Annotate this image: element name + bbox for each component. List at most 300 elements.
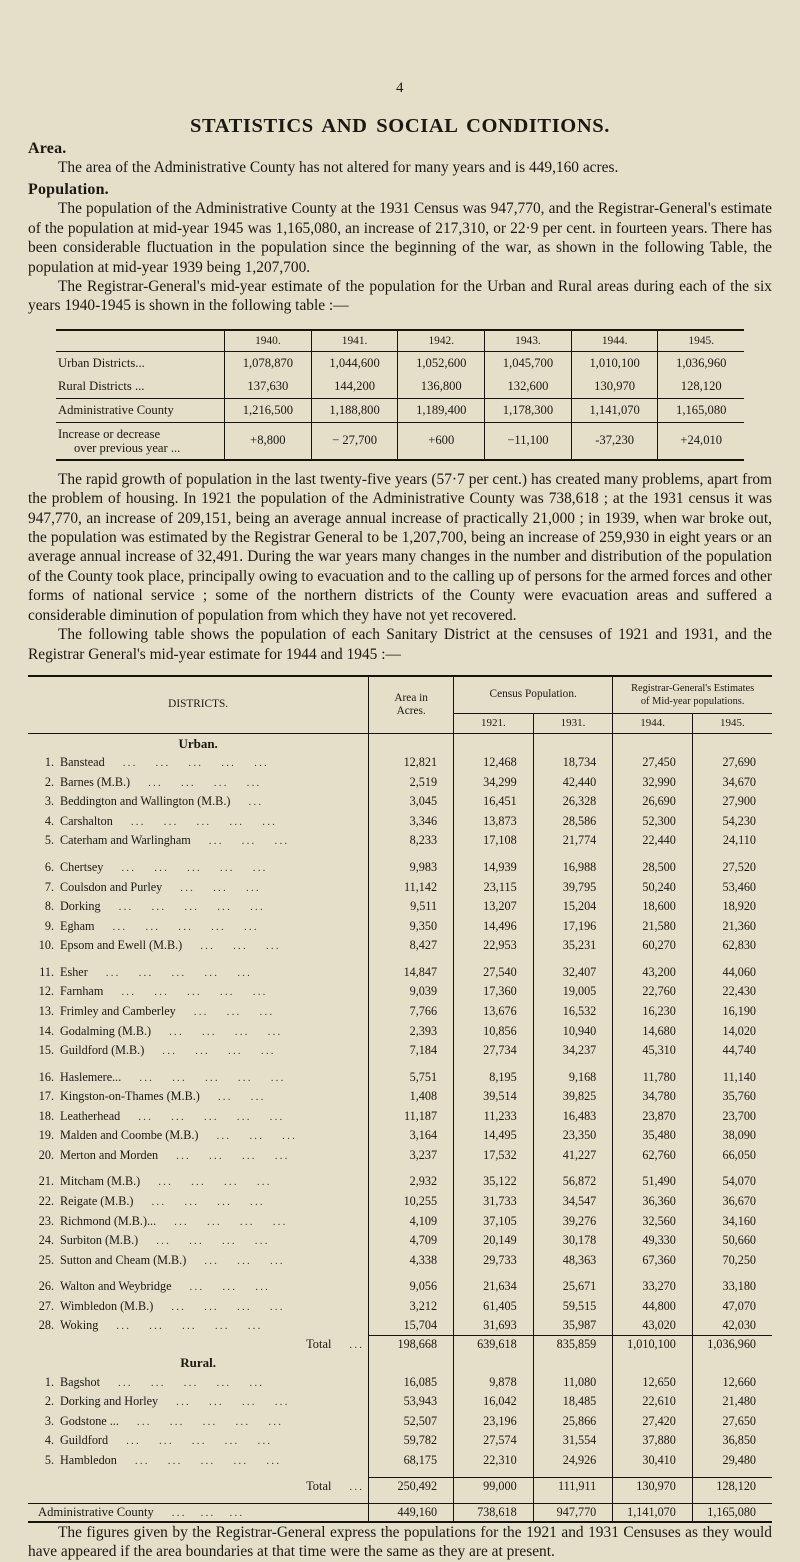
district-area: 3,212 (369, 1297, 454, 1317)
table2-bottom-rule-row (28, 1521, 772, 1522)
table-row (28, 897, 772, 917)
population-paragraph-2: The Registrar-General's mid-year estimate of the population for the Urban and Rural areas during each of the six years 1940-1945 is shown in the following table :— (28, 278, 772, 315)
district-estimate-1945: 35,760 (692, 1087, 772, 1107)
table2-year-header: 1945. (692, 713, 772, 733)
district-name: Farnham (60, 984, 104, 999)
table-row (28, 858, 772, 878)
table-row (28, 1451, 772, 1471)
district-label (60, 813, 368, 830)
district-name: Merton and Morden (60, 1147, 159, 1162)
district-census-1931: 23,350 (533, 1126, 613, 1146)
table-row (28, 1297, 772, 1317)
area-paragraph: The area of the Administrative County has not altered for many years and is 449,160 acres. (58, 159, 619, 176)
leader-dots: ... (272, 1215, 288, 1228)
leader-dots: ... (167, 1454, 183, 1467)
leader-dots: ... (138, 1110, 154, 1123)
district-estimate-1944: 14,680 (613, 1021, 693, 1041)
table2-bottom-rule (28, 1521, 772, 1522)
leader-dots: ... (274, 1149, 290, 1162)
section-heading-area: Area. (28, 140, 67, 157)
spacer-cell (28, 1270, 369, 1277)
leader-dots: ... (182, 1320, 197, 1333)
leader-dots: ... (208, 835, 224, 848)
district-estimate-1945: 16,190 (692, 1002, 772, 1022)
district-census-1931: 34,237 (533, 1041, 613, 1061)
district-name-cell (28, 936, 369, 956)
district-area: 4,109 (369, 1211, 454, 1231)
leader-dots: ... (151, 901, 167, 914)
district-name: Frimley and Camberley (60, 1003, 176, 1018)
district-area: 68,175 (369, 1451, 454, 1471)
leader-dots: ... (158, 1176, 174, 1189)
leader-dots: ... (189, 1281, 205, 1294)
district-census-1921: 17,532 (454, 1146, 534, 1166)
leader-dots: ... (209, 1149, 224, 1162)
district-name: Dorking and Horley (60, 1394, 159, 1409)
table1-cell: 128,120 (658, 375, 744, 399)
spacer-cell (692, 1470, 772, 1478)
table2-col-estimates-line2: of Mid-year populations. (640, 695, 745, 707)
leader-dots: ... (139, 1071, 155, 1084)
leader-dots: ... (200, 1454, 216, 1467)
district-index: 17. (38, 1089, 54, 1104)
district-label (60, 964, 368, 981)
admin-county-1944: 1,141,070 (613, 1503, 693, 1521)
table-row (28, 1392, 772, 1412)
leader-dots: ... (213, 881, 228, 894)
district-estimate-1945: 27,900 (692, 792, 772, 812)
district-index: 2. (44, 774, 54, 789)
district-index: 15. (38, 1043, 54, 1058)
district-name-cell (28, 1192, 369, 1212)
leader-dots: ... (237, 1254, 252, 1267)
urban-total-1944: 1,010,100 (613, 1336, 693, 1354)
table2-col-estimates-group (613, 676, 772, 714)
district-census-1921: 29,733 (454, 1250, 534, 1270)
district-index: 10. (38, 938, 54, 953)
table1-cell: -37,230 (571, 422, 658, 460)
leader-dots: ... (130, 815, 146, 828)
district-estimate-1945: 70,250 (692, 1250, 772, 1270)
table-spacer-row (28, 1470, 772, 1478)
leader-dots: ... (239, 1215, 255, 1228)
page-title: STATISTICS AND SOCIAL CONDITIONS. (190, 115, 610, 137)
table-row (28, 1478, 772, 1496)
table-row (28, 753, 772, 773)
table1-row-label-line2: over previous year ... (74, 440, 181, 455)
table1-cell: 136,800 (398, 375, 485, 399)
table1-cell: 1,045,700 (485, 351, 572, 375)
district-label (60, 774, 368, 791)
table2-col-area-line2: Acres. (396, 704, 426, 717)
leader-dots: ... (122, 757, 138, 770)
district-estimate-1945: 27,690 (692, 753, 772, 773)
district-census-1931: 35,987 (533, 1316, 613, 1336)
district-name-cell (28, 858, 369, 878)
district-name: Dorking (60, 899, 101, 914)
district-index: 1. (44, 755, 54, 770)
table-row (28, 1106, 772, 1126)
leader-dots: ... (184, 1196, 200, 1208)
leader-dots: ... (187, 986, 202, 999)
admin-county-1931: 947,770 (533, 1503, 613, 1521)
district-name: Surbiton (M.B.) (60, 1233, 139, 1248)
leader-dots: ... (156, 1235, 172, 1248)
district-estimate-1945: 34,160 (692, 1211, 772, 1231)
spacer-cell (613, 1060, 693, 1067)
district-estimate-1944: 16,230 (613, 1002, 693, 1022)
district-estimate-1945: 22,430 (692, 982, 772, 1002)
district-estimate-1944: 28,500 (613, 858, 693, 878)
district-name-cell (28, 1172, 369, 1192)
leader-dots: ... (255, 1281, 271, 1294)
district-name: Caterham and Warlingham (60, 833, 191, 848)
district-census-1921: 23,196 (454, 1412, 534, 1432)
table-row (28, 772, 772, 792)
district-label (60, 832, 368, 849)
leader-dots: ... (254, 1235, 270, 1248)
district-index: 20. (38, 1147, 54, 1162)
leader-dots: ... (241, 1149, 257, 1162)
table-row (28, 1277, 772, 1297)
leader-dots: ... (112, 920, 128, 933)
district-index: 6. (44, 860, 54, 874)
table-row (28, 877, 772, 897)
table-row (28, 1087, 772, 1107)
spacer-cell (454, 851, 534, 858)
table-row (28, 792, 772, 812)
district-label (60, 859, 368, 876)
district-census-1921: 12,468 (454, 753, 534, 773)
admin-county-1945: 1,165,080 (692, 1503, 772, 1521)
district-area: 53,943 (369, 1392, 454, 1412)
district-area: 7,766 (369, 1002, 454, 1022)
district-estimate-1944: 37,880 (613, 1431, 693, 1451)
district-census-1931: 42,440 (533, 772, 613, 792)
district-name-cell (28, 1211, 369, 1231)
district-area: 4,338 (369, 1250, 454, 1270)
spacer-cell (692, 1165, 772, 1172)
spacer-cell (369, 1496, 454, 1504)
district-name-cell (28, 1106, 369, 1126)
district-index: 4. (44, 1433, 54, 1448)
district-area: 4,709 (369, 1231, 454, 1251)
leader-dots: ... (178, 920, 194, 933)
district-census-1921: 27,540 (454, 963, 534, 983)
leader-dots: ... (228, 1045, 243, 1058)
spacer-cell (692, 1060, 772, 1067)
district-name-cell (28, 792, 369, 812)
district-area: 9,056 (369, 1277, 454, 1297)
district-area: 10,255 (369, 1192, 454, 1212)
district-index: 12. (38, 984, 54, 999)
table-row (28, 916, 772, 936)
table-spacer-row (28, 1496, 772, 1504)
district-name-cell (28, 831, 369, 851)
district-census-1931: 18,485 (533, 1392, 613, 1412)
spacer-cell (613, 956, 693, 963)
leader-dots: ... (233, 1454, 249, 1467)
spacer-cell (533, 956, 613, 963)
district-name: Wimbledon (M.B.) (60, 1298, 154, 1313)
district-index: 13. (38, 1003, 54, 1018)
leader-dots: ... (233, 940, 248, 953)
district-name: Woking (60, 1318, 99, 1333)
leader-dots: ... (150, 1376, 166, 1389)
district-index: 3. (44, 794, 54, 809)
district-label (60, 754, 368, 771)
district-estimate-1945: 44,060 (692, 963, 772, 983)
admin-county-1921: 738,618 (454, 1503, 534, 1521)
district-index: 3. (44, 1413, 54, 1428)
table-2-wrapper (28, 675, 772, 1523)
leader-dots: ... (191, 1435, 207, 1448)
section-heading-population: Population. (28, 181, 109, 199)
district-label (60, 937, 368, 954)
district-label (60, 898, 368, 915)
leader-dots: ... (204, 1254, 220, 1267)
district-area: 59,782 (369, 1431, 454, 1451)
district-label (60, 1068, 368, 1085)
leader-dots: ... (265, 940, 281, 953)
spacer-cell (454, 1470, 534, 1478)
district-area: 14,847 (369, 963, 454, 983)
spacer-cell (533, 851, 613, 858)
district-estimate-1945: 54,070 (692, 1172, 772, 1192)
district-name-cell (28, 812, 369, 832)
rural-total-1921: 99,000 (454, 1478, 534, 1496)
table-row (28, 734, 772, 753)
table1-bottom-rule (56, 460, 744, 461)
leader-dots: ... (249, 1376, 265, 1389)
leader-dots: ... (138, 966, 154, 979)
district-estimate-1944: 22,610 (613, 1392, 693, 1412)
district-census-1921: 16,451 (454, 792, 534, 812)
table-row (28, 1146, 772, 1166)
district-estimate-1945: 44,740 (692, 1041, 772, 1061)
spacer-cell (369, 1270, 454, 1277)
table2-col-census-group: Census Population. (454, 676, 613, 714)
district-estimate-1944: 22,440 (613, 831, 693, 851)
leader-dots: ... (217, 1196, 233, 1208)
table-row (28, 982, 772, 1002)
district-area: 15,704 (369, 1316, 454, 1336)
table1-year-header: 1944. (571, 330, 658, 352)
table-row (28, 1431, 772, 1451)
district-census-1931: 32,407 (533, 963, 613, 983)
urban-total-label: Total ... (306, 1337, 365, 1352)
district-name-cell (28, 1316, 369, 1336)
district-estimate-1945: 14,020 (692, 1021, 772, 1041)
district-name: Esher (60, 964, 88, 979)
leader-dots: ... (219, 862, 235, 874)
leader-dots: ... (237, 1300, 252, 1313)
district-estimate-1945: 24,110 (692, 831, 772, 851)
district-estimate-1944: 45,310 (613, 1041, 693, 1061)
table-row (28, 812, 772, 832)
leader-dots: ... (219, 986, 235, 999)
district-census-1931: 28,586 (533, 812, 613, 832)
district-estimate-1945: 36,850 (692, 1431, 772, 1451)
leader-dots: ... (105, 966, 121, 979)
leader-dots: ... (269, 1110, 285, 1123)
spacer-cell (28, 1165, 369, 1172)
table2-col-area (369, 676, 454, 734)
district-census-1931: 17,196 (533, 916, 613, 936)
table-row (28, 676, 772, 714)
spacer-cell (613, 1496, 693, 1504)
district-census-1931: 39,276 (533, 1211, 613, 1231)
district-estimate-1944: 26,690 (613, 792, 693, 812)
leader-dots: ... (266, 1454, 282, 1467)
leader-dots: ... (221, 757, 237, 770)
district-estimate-1944: 33,270 (613, 1277, 693, 1297)
district-label (60, 1147, 368, 1164)
spacer-cell (369, 1165, 454, 1172)
district-name: Kingston-on-Thames (M.B.) (60, 1089, 200, 1104)
leader-dots: ... (202, 1415, 218, 1428)
spacer-cell (28, 956, 369, 963)
district-name: Reigate (M.B.) (60, 1194, 134, 1208)
district-label (60, 1452, 368, 1469)
district-label (60, 1193, 368, 1210)
district-census-1921: 13,873 (454, 812, 534, 832)
district-census-1931: 39,795 (533, 877, 613, 897)
table2-year-header: 1931. (533, 713, 613, 733)
table-row (56, 375, 744, 399)
district-census-1931: 31,554 (533, 1431, 613, 1451)
district-census-1931: 56,872 (533, 1172, 613, 1192)
leader-dots: ... (184, 901, 200, 914)
spacer-cell (533, 1470, 613, 1478)
district-name-cell (28, 916, 369, 936)
district-census-1931: 25,866 (533, 1412, 613, 1432)
leader-dots: ... (217, 1091, 233, 1104)
district-name: Haslemere... (60, 1069, 122, 1084)
district-index: 19. (38, 1128, 54, 1143)
table1-cell: − 27,700 (311, 422, 398, 460)
district-name-cell (28, 897, 369, 917)
district-census-1931: 30,178 (533, 1231, 613, 1251)
table1-year-header: 1943. (485, 330, 572, 352)
district-name-cell (28, 1021, 369, 1041)
leader-dots: ... (134, 1454, 150, 1467)
district-area: 3,164 (369, 1126, 454, 1146)
district-index: 2. (44, 1394, 54, 1409)
table-row (28, 1041, 772, 1061)
table-spacer-row (28, 956, 772, 963)
leader-dots: ... (188, 757, 204, 770)
district-index: 18. (38, 1108, 54, 1123)
leader-dots: ... (270, 1071, 286, 1084)
table-row (28, 1372, 772, 1392)
leader-dots: ... (169, 1025, 184, 1038)
leader-dots: ... (268, 1415, 284, 1428)
table-row (28, 1126, 772, 1146)
district-name-cell (28, 772, 369, 792)
district-index: 5. (44, 833, 54, 848)
district-name: Coulsdon and Purley (60, 879, 163, 894)
table1-cell: 1,141,070 (571, 398, 658, 422)
district-estimate-1944: 27,450 (613, 753, 693, 773)
district-census-1931: 19,005 (533, 982, 613, 1002)
district-area: 11,142 (369, 877, 454, 897)
district-census-1931: 16,483 (533, 1106, 613, 1126)
district-estimate-1945: 42,030 (692, 1316, 772, 1336)
table1-cell: +8,800 (225, 422, 312, 460)
district-estimate-1945: 27,520 (692, 858, 772, 878)
district-estimate-1944: 44,800 (613, 1297, 693, 1317)
leader-dots: ... (154, 862, 170, 874)
leader-dots: ... (204, 1071, 220, 1084)
leader-dots: ... (226, 1005, 242, 1018)
table-row (28, 831, 772, 851)
spacer-cell (613, 1270, 693, 1277)
district-label (60, 1173, 368, 1190)
district-index: 23. (38, 1213, 54, 1228)
spacer-cell (613, 851, 693, 858)
district-area: 1,408 (369, 1087, 454, 1107)
district-label (60, 1127, 368, 1144)
population-by-year-table (56, 329, 744, 461)
district-name-cell (28, 982, 369, 1002)
district-estimate-1945: 11,140 (692, 1067, 772, 1087)
admin-county-label: Administrative County ... ... ... (28, 1503, 369, 1521)
district-census-1921: 17,108 (454, 831, 534, 851)
district-area: 8,233 (369, 831, 454, 851)
district-name: Bagshot (60, 1374, 100, 1389)
district-census-1921: 22,310 (454, 1451, 534, 1471)
district-area: 2,519 (369, 772, 454, 792)
table-row (28, 1316, 772, 1336)
table1-cell: 132,600 (485, 375, 572, 399)
leader-dots: ... (183, 1376, 199, 1389)
table-spacer-row (28, 1060, 772, 1067)
district-index: 1. (44, 1374, 54, 1389)
table1-cell: 1,044,600 (311, 351, 398, 375)
table1-cell: 1,165,080 (658, 398, 744, 422)
district-name-cell (28, 1041, 369, 1061)
district-census-1931: 41,227 (533, 1146, 613, 1166)
district-name-cell (28, 1297, 369, 1317)
district-name-cell (28, 1126, 369, 1146)
spacer-cell (613, 1470, 693, 1478)
district-label (60, 1212, 368, 1229)
table2-head (28, 676, 772, 734)
leader-dots: ... (247, 1320, 263, 1333)
table-row (28, 1353, 772, 1372)
district-census-1921: 8,195 (454, 1067, 534, 1087)
district-area: 16,085 (369, 1372, 454, 1392)
leader-dots: ... (270, 1254, 285, 1267)
district-estimate-1945: 29,480 (692, 1451, 772, 1471)
table2-intro-paragraph: The following table shows the population of each Sanitary District at the censuses of 1921 and 1931, and the Registrar General's mid-year estimate for 1944 and 1945 :— (28, 626, 772, 663)
district-estimate-1944: 22,760 (613, 982, 693, 1002)
district-census-1921: 39,514 (454, 1087, 534, 1107)
spacer-cell (369, 1060, 454, 1067)
urban-total-1921: 639,618 (454, 1336, 534, 1354)
leader-dots: ... (180, 881, 196, 894)
table1-cell: 1,036,960 (658, 351, 744, 375)
leader-dots: ... (249, 1130, 265, 1143)
district-area: 9,039 (369, 982, 454, 1002)
urban-total-1945: 1,036,960 (692, 1336, 772, 1354)
closing-paragraph: The figures given by the Registrar-General express the populations for the 1921 and 1931 Censuses as they would have appeared if the area boundaries at that time were the same as they are at present. (28, 1523, 772, 1561)
leader-dots: ... (207, 1215, 222, 1228)
table1-row-label: Rural Districts ... (58, 378, 145, 393)
spacer-cell (454, 1270, 534, 1277)
district-name-cell (28, 1002, 369, 1022)
